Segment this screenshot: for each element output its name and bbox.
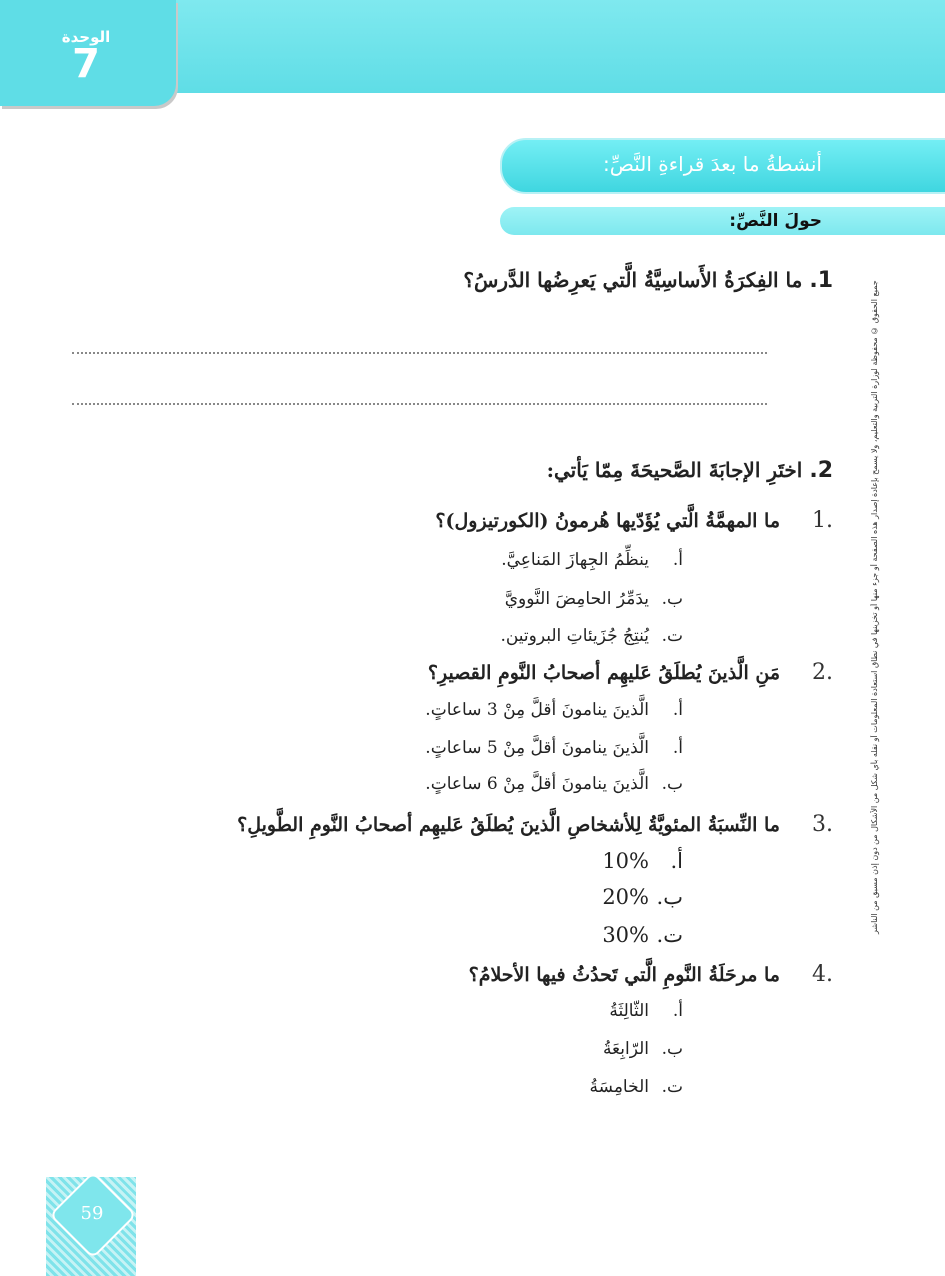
- option-letter: ت.: [661, 1077, 683, 1097]
- unit-number: 7: [72, 41, 100, 87]
- option[interactable]: [425, 700, 683, 720]
- option[interactable]: [602, 849, 683, 873]
- unit-tab: [0, 0, 176, 106]
- section-title: أنشطةُ ما بعدَ قراءةِ النَّصِّ:: [602, 152, 822, 176]
- question-2: [547, 458, 833, 483]
- option-letter: أ.: [672, 700, 683, 720]
- option[interactable]: [505, 589, 683, 609]
- option[interactable]: [602, 885, 683, 909]
- question-1: [463, 268, 833, 293]
- option-text: الَّذينَ ينامونَ أقلَّ مِنْ 5 ساعاتٍ.: [425, 738, 649, 758]
- option-text: الَّذينَ ينامونَ أقلَّ مِنْ 6 ساعاتٍ.: [425, 774, 649, 794]
- option-text: يُنتِجُ جُزَيئاتِ البروتين.: [500, 626, 649, 646]
- question-2-text: اختَرِ الإجابَةَ الصَّحيحَةَ مِمّا يَأتي:: [546, 458, 803, 482]
- subquestion-number: 2.: [812, 660, 833, 685]
- section-banner: [500, 138, 945, 194]
- subsection-title: حولَ النَّصِّ:: [729, 211, 822, 231]
- option[interactable]: [425, 738, 683, 758]
- option-letter: ب.: [656, 885, 683, 909]
- option-letter: ب.: [661, 774, 683, 794]
- subsection-banner: [500, 207, 945, 235]
- option[interactable]: [609, 1001, 683, 1021]
- unit-label: الوحدة: [61, 28, 111, 46]
- option-letter: ب.: [661, 1039, 683, 1059]
- option[interactable]: [603, 1039, 683, 1059]
- subquestion-text: ما مرحَلَةُ النَّومِ الَّتي تَحدُثُ فيها الأحلامُ؟: [468, 964, 780, 986]
- option-text: 20%: [602, 885, 649, 909]
- option-letter: ت.: [661, 626, 683, 646]
- page-number: 59: [80, 1203, 104, 1224]
- option[interactable]: [501, 550, 683, 570]
- answer-line[interactable]: [72, 403, 767, 405]
- subquestion-number: 4.: [812, 962, 833, 987]
- question-1-number: 1.: [809, 268, 833, 293]
- option-text: الَّذينَ ينامونَ أقلَّ مِنْ 3 ساعاتٍ.: [425, 700, 649, 720]
- option-text: 30%: [602, 923, 649, 947]
- option-text: الخامِسَةُ: [589, 1077, 649, 1097]
- option-text: الرّابِعَةُ: [602, 1039, 649, 1059]
- option-letter: أ.: [672, 550, 683, 570]
- option[interactable]: [590, 1077, 683, 1097]
- subquestion-text: ما النِّسبَةُ المئويَّةُ لِلأشخاصِ الَّذينَ يُطلَقُ عَليهِم أصحابُ النَّومِ الطَّويلِ؟: [237, 814, 780, 836]
- option-letter: أ.: [672, 738, 683, 758]
- option[interactable]: [500, 626, 683, 646]
- option[interactable]: [602, 923, 683, 947]
- option-text: ينظِّمُ الجِهازَ المَناعِيَّ.: [501, 550, 649, 570]
- answer-line[interactable]: [72, 352, 767, 354]
- option-letter: أ.: [672, 1001, 683, 1021]
- subquestion-number: 3.: [812, 812, 833, 837]
- option-text: 10%: [602, 849, 649, 873]
- question-1-text: ما الفِكرَةُ الأَساسِيَّةُ الَّتي يَعرِضُها الدَّرسُ؟: [463, 268, 803, 292]
- option-text: الثّالِثَةُ: [609, 1001, 649, 1021]
- option-letter: ب.: [661, 589, 683, 609]
- option-text: يدَمِّرُ الحامِضَ النَّوويَّ: [504, 589, 649, 609]
- option-letter: أ.: [670, 849, 683, 873]
- subquestion-text: مَنِ الَّذينَ يُطلَقُ عَليهِم أصحابُ النَّومِ القصيرِ؟: [427, 662, 780, 684]
- subquestion-number: 1.: [812, 508, 833, 533]
- option[interactable]: [425, 774, 683, 794]
- option-letter: ت.: [656, 923, 683, 947]
- copyright-note: جميع الحقوق © محفوظة لوزارة التربية والتعليم، ولا يسمح بإعادة إصدار هذه الصفحة أو جزء منها أو تخزينها في نطاق استعادة المعلومات أو نقله بأي شكل من الأشكال من دون إذن مسبق من الناشر: [870, 280, 879, 934]
- question-2-number: 2.: [809, 458, 833, 483]
- subquestion-text: ما المهمَّةُ الَّتي يُؤَدّيها هُرمونُ (الكورتيزول)؟: [435, 510, 780, 532]
